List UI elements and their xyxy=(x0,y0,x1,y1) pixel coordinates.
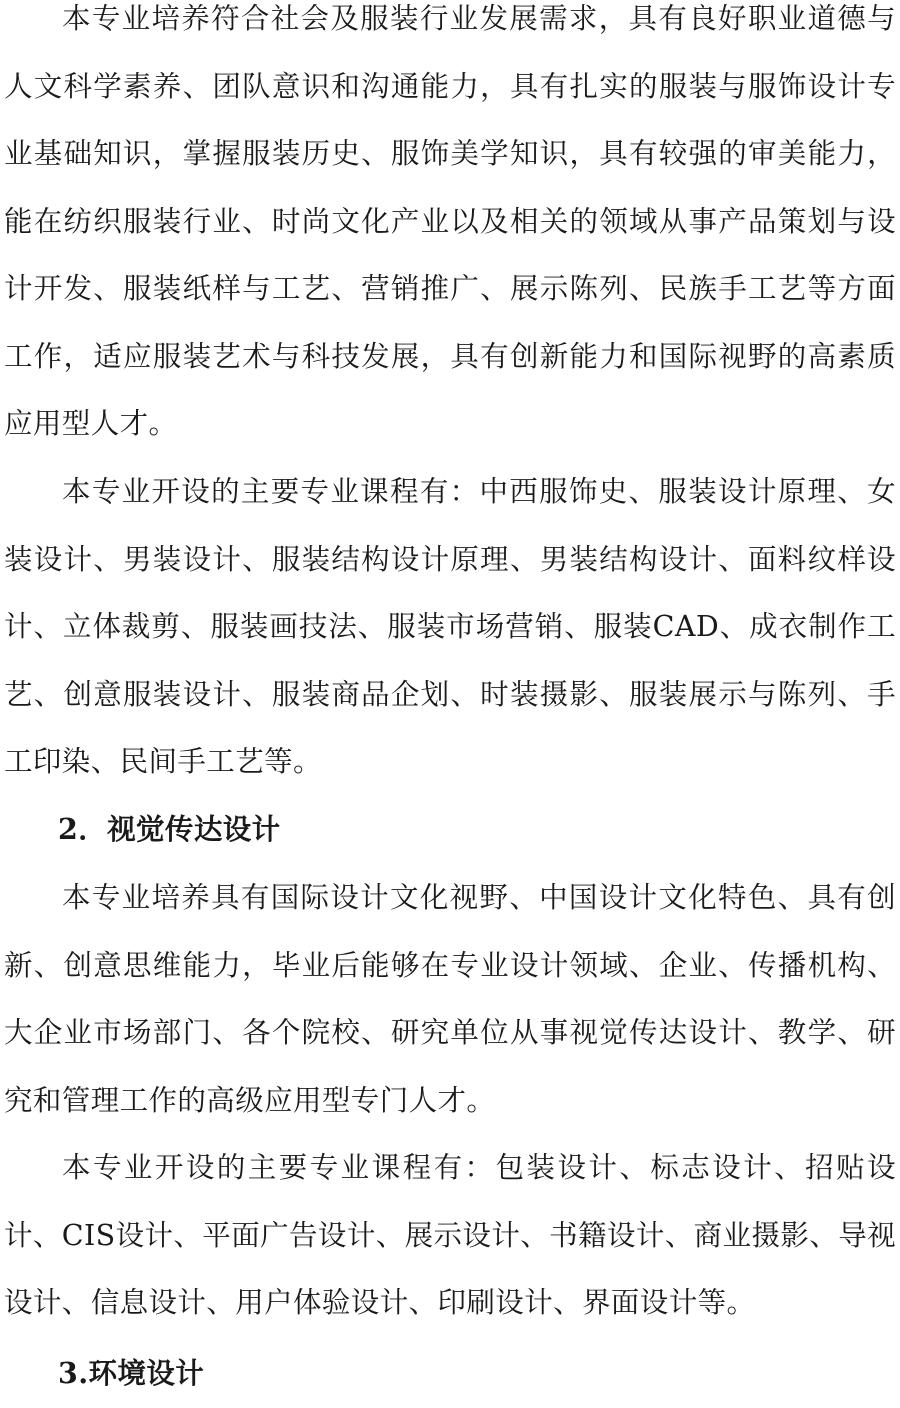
section-heading-visual-communication: 2．视觉传达设计 xyxy=(58,812,281,846)
fashion-design-training-paragraph: 本专业培养符合社会及服装行业发展需求，具有良好职业道德与人文科学素养、团队意识和沟通能力，具有扎实的服装与服饰设计专业基础知识，掌握服装历史、服饰美学知识，具有较强的审美能力，能在纺织服装行业、时尚文化产业以及相关的领域从事产品策划与设计开发、服装纸样与工艺、营销推广、展示陈列、民族手工艺等方面工作，适应服装艺术与科技发展，具有创新能力和国际视野的高素质应用型人才。 xyxy=(4,2,896,440)
visual-communication-courses-paragraph: 本专业开设的主要专业课程有：包装设计、标志设计、招贴设计、CIS设计、平面广告设计、展示设计、书籍设计、商业摄影、导视设计、信息设计、用户体验设计、印刷设计、界面设计等。 xyxy=(4,1151,896,1319)
visual-communication-training-paragraph: 本专业培养具有国际设计文化视野、中国设计文化特色、具有创新、创意思维能力，毕业后能够在专业设计领域、企业、传播机构、大企业市场部门、各个院校、研究单位从事视觉传达设计、教学、研究和管理工作的高级应用型专门人才。 xyxy=(4,881,896,1117)
section-heading-environment-design: 3.环境设计 xyxy=(58,1356,205,1390)
fashion-design-courses-paragraph: 本专业开设的主要专业课程有：中西服饰史、服装设计原理、女装设计、男装设计、服装结构设计原理、男装结构设计、面料纹样设计、立体裁剪、服装画技法、服装市场营销、服装CAD、成衣制作工艺、创意服装设计、服装商品企划、时装摄影、服装展示与陈列、手工印染、民间手工艺等。 xyxy=(4,475,896,778)
